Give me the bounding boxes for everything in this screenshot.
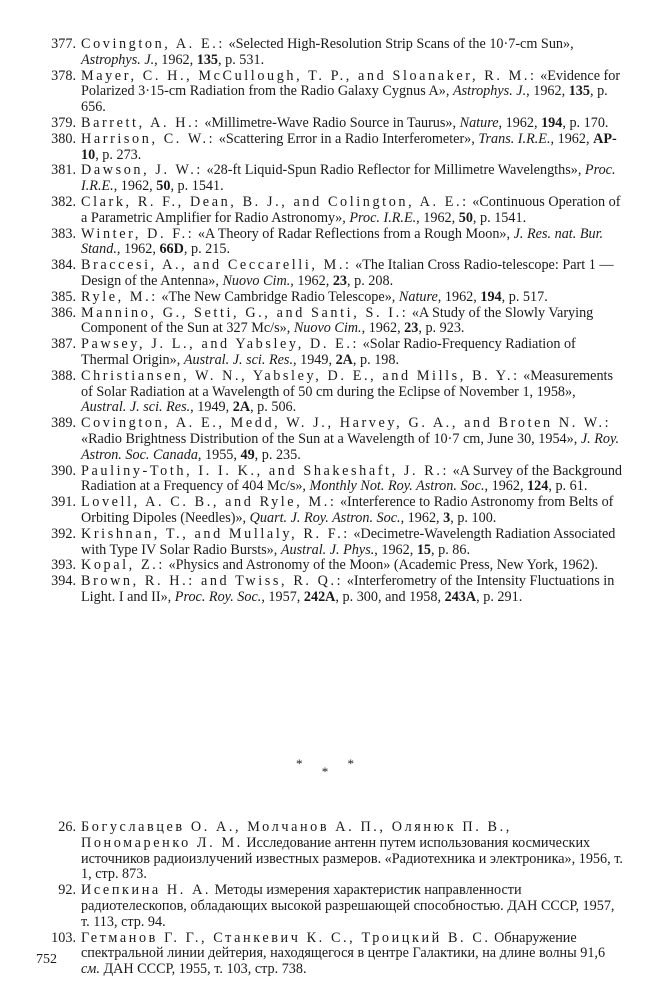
reference-title: «Selected High-Resolution Strip Scans of the 10·7-cm Sun», [224, 36, 574, 52]
reference-number: 385. [51, 288, 76, 305]
reference-journal: Astrophys. J. [81, 51, 155, 68]
reference-pages: , p. 273. [95, 146, 142, 163]
reference-pages: , p. 656. [81, 83, 608, 116]
reference-journal: Nuovo Cim. [293, 320, 362, 337]
reference-authors: Pawsey, J. L., and Yabsley, D. E.: [81, 336, 360, 353]
reference-pages: , p. 208. [347, 272, 394, 289]
reference-volume: 49 [240, 446, 255, 463]
reference-title: «Continuous Operation of a Parametric Amplifier for Radio Astronomy», [81, 193, 621, 226]
reference-entry [20, 558, 624, 574]
reference-title: «A Theory of Radar Reflections from a Rough Moon», [194, 225, 514, 242]
reference-title: «The Italian Cross Radio-telescope: Part 1 — Design of the Antenna», [81, 257, 614, 289]
reference-year: , 1962, [550, 130, 594, 147]
reference-entry [20, 464, 624, 496]
reference-authors: Winter, D. F.: [81, 225, 195, 242]
reference-title: «A Study of the Slowly Varying Component of the Sun at 327 Mc/s», [81, 304, 594, 337]
reference-year: , 1962, [437, 288, 481, 305]
reference-journal: J. Res. nat. Bur. Stand. [81, 225, 604, 258]
reference-entry [20, 290, 624, 306]
reference-volume: 135 [196, 51, 219, 68]
reference-authors: Christiansen, W. N., Yabsley, D. E., and Mills, B. Y.: [81, 367, 520, 384]
reference-journal: Trans. I.R.E. [478, 130, 551, 147]
reference-year: , 1962, [374, 541, 417, 558]
reference-volume: 243A [444, 588, 477, 605]
reference-volume: 194 [541, 114, 563, 131]
reference-number: 384. [51, 257, 76, 274]
reference-volume: 3 [443, 509, 451, 526]
reference-volume: 2A [335, 351, 353, 368]
reference-journal: Astrophys. J. [452, 83, 527, 100]
reference-entry [20, 337, 624, 369]
reference-number: 388. [51, 367, 76, 384]
reference-title: Методы измерения характеристик направленности радиотелескопов, обладающих высокой разрешающей способностью. ДАН СССР, 1957, т. 113, стр. 94. [81, 882, 615, 930]
reference-volume: 23 [332, 272, 347, 289]
reference-year: , 1957, [261, 588, 304, 605]
russian-reference-entry [20, 883, 624, 930]
reference-entry [20, 116, 624, 132]
reference-journal: Proc. I.R.E. [349, 209, 417, 226]
reference-authors: Богуславцев О. А., Молчанов А. П., Олянюк П. В., Пономаренко Л. М. [81, 819, 512, 851]
reference-volume: 135 [568, 83, 590, 100]
reference-title: «Scattering Error in a Radio Interferometer», [215, 130, 479, 147]
reference-authors: Krishnan, T., and Mullaly, R. F.: [81, 525, 350, 542]
reference-title: «Interference to Radio Astronomy from Belts of Orbiting Dipoles (Needles)», [81, 494, 614, 526]
reference-title: Обнаружение спектральной линии дейтерия, находящегося в центре Галактики, на длине волны 91,6 [81, 929, 606, 962]
reference-number: 387. [51, 336, 76, 353]
reference-authors: Dawson, J. W.: [81, 162, 203, 179]
reference-number: 393. [51, 557, 76, 574]
reference-pages: , p. 235. [254, 446, 301, 463]
reference-title: Исследование антенн путем использования космических источников радиоизлучений известных размеров. «Радиотехника и электроника», 1956, т. 1, стр. 873. [81, 834, 623, 883]
reference-journal: Proc. Roy. Soc. [174, 588, 262, 605]
reference-number: 394. [51, 573, 76, 590]
reference-authors: Brown, R. H.: and Twiss, R. Q.: [81, 573, 344, 590]
reference-volume: 2A [232, 399, 251, 416]
reference-volume: 50 [156, 178, 171, 195]
reference-entry [20, 195, 624, 227]
reference-entry [20, 495, 624, 527]
reference-pages: , p. 923. [418, 320, 465, 337]
reference-pages: , p. 100. [450, 509, 497, 526]
reference-journal: Nature [398, 288, 438, 305]
reference-title: «A Survey of the Background Radiation at a Frequency of 404 Mc/s», [81, 462, 623, 495]
reference-title: «Radio Brightness Distribution of the Sun at a Wavelength of 10·7 cm, June 30, 1954», [81, 430, 581, 447]
reference-authors: Mannino, G., Setti, G., and Santi, S. I.: [81, 304, 409, 321]
reference-number: 379. [51, 114, 76, 131]
reference-number: 386. [51, 304, 76, 321]
reference-pages: , p. 86. [431, 541, 471, 558]
reference-pages: , p. 300, and 1958, [335, 588, 445, 605]
reference-journal: Austral. J. Phys. [280, 541, 375, 558]
reference-entry [20, 416, 624, 463]
reference-pages: , p. 291. [476, 588, 523, 605]
reference-entry [20, 306, 624, 338]
reference-source: ДАН СССР, 1955, т. 103, стр. 738. [99, 961, 307, 978]
reference-year: , 1962, [116, 241, 160, 258]
russian-reference-entry [20, 931, 624, 978]
reference-title: «Solar Radio-Frequency Radiation of Thermal Origin», [81, 336, 576, 368]
section-separator [0, 756, 650, 779]
reference-entry [20, 163, 624, 195]
reference-title: «Interferometry of the Intensity Fluctuations in Light. I and II», [81, 573, 615, 605]
reference-authors: Lovell, A. C. B., and Ryle, M.: [81, 494, 337, 511]
reference-volume: 15 [416, 541, 432, 558]
reference-number: 377. [51, 36, 76, 52]
reference-journal: Austral. J. sci. Res. [183, 351, 293, 368]
reference-authors: Harrison, C. W.: [81, 130, 216, 147]
reference-title: «Millimetre-Wave Radio Source in Taurus», [200, 114, 460, 131]
reference-pages: , p. 170. [562, 114, 609, 131]
reference-title: «Measurements of Solar Radiation at a Wavelength of 50 cm during the Eclipse of November 1, 1958», [81, 367, 614, 400]
reference-entry [20, 37, 624, 69]
reference-volume: 66D [159, 241, 184, 258]
reference-journal: Monthly Not. Roy. Astron. Soc. [309, 478, 485, 495]
reference-authors: Mayer, C. H., McCullough, T. P., and Sloanaker, R. M.: [81, 67, 537, 84]
reference-year: , 1955, [197, 446, 241, 463]
reference-volume: 124 [527, 478, 549, 495]
reference-number: 383. [51, 225, 76, 242]
reference-year: , 1962, [484, 478, 528, 495]
page-number: 752 [36, 952, 57, 967]
reference-pages: , p. 531. [218, 51, 265, 68]
reference-entry [20, 527, 624, 559]
reference-volume: 23 [404, 320, 419, 337]
reference-authors: Covington, A. E.: [81, 36, 225, 52]
reference-journal: Proc. I.R.E. [81, 162, 616, 195]
reference-title: «The New Cambridge Radio Telescope», [157, 288, 399, 305]
reference-authors: Исепкина Н. А. [81, 882, 212, 899]
reference-entry [20, 574, 624, 606]
reference-year: , 1962, [416, 209, 459, 226]
reference-year: , 1962, [400, 509, 444, 526]
reference-number: 389. [51, 415, 76, 432]
reference-number: 392. [51, 525, 76, 542]
reference-volume: 194 [480, 288, 502, 305]
reference-number: 92. [58, 882, 76, 899]
reference-entry [20, 227, 624, 259]
reference-entry [20, 132, 624, 164]
english-reference-list [20, 37, 624, 606]
reference-entry [20, 69, 624, 116]
reference-title: «Physics and Astronomy of the Moon» (Academic Press, New York, 1962). [164, 557, 598, 574]
reference-authors: Ryle, M.: [81, 288, 158, 305]
reference-year: , 1962, [361, 320, 405, 337]
reference-pages: , p. 506. [250, 399, 297, 416]
reference-title: «28-ft Liquid-Spun Radio Reflector for Millimetre Wavelengths», [202, 162, 585, 179]
reference-number: 390. [51, 462, 76, 479]
reference-year: , 1962, [526, 83, 569, 100]
reference-pages: , p. 215. [183, 241, 230, 258]
reference-journal: Nature [459, 114, 499, 131]
reference-authors: Barrett, A. H.: [81, 114, 201, 131]
reference-pages: , p. 61. [548, 478, 588, 495]
reference-authors: Kopal, Z.: [81, 557, 165, 574]
reference-year: , 1962, [113, 178, 157, 195]
reference-entry [20, 258, 624, 290]
reference-authors: Braccesi, A., and Ceccarelli, M.: [81, 257, 352, 274]
reference-number: 380. [51, 130, 76, 147]
russian-reference-entry [20, 820, 624, 883]
reference-year: , 1962, [498, 114, 542, 131]
reference-authors: Гетманов Г. Г., Станкевич К. С., Троицкий В. С. [81, 929, 491, 946]
reference-pages: , p. 1541. [472, 209, 527, 226]
reference-entry [20, 369, 624, 416]
reference-year: , 1949, [293, 351, 336, 368]
reference-journal: J. Roy. Astron. Soc. Canada [81, 430, 620, 463]
reference-authors: Pauliny-Toth, I. I. K., and Shakeshaft, J. R.: [81, 462, 450, 479]
reference-number: 103. [51, 929, 76, 946]
reference-volume: AP-10 [81, 130, 617, 163]
russian-reference-list [20, 820, 624, 978]
reference-authors: Clark, R. F., Dean, B. J., and Colington, A. E.: [81, 193, 469, 210]
reference-year: , 1962, [290, 272, 333, 289]
reference-journal: Austral. J. sci. Res. [81, 399, 191, 416]
reference-number: 391. [51, 494, 76, 511]
reference-year: , 1949, [190, 399, 233, 416]
reference-pages: , p. 198. [352, 351, 400, 368]
reference-number: 382. [51, 193, 76, 210]
reference-journal: Quart. J. Roy. Astron. Soc. [249, 509, 401, 526]
reference-volume: 242A [303, 588, 336, 605]
separator-star: * [347, 756, 354, 771]
reference-number: 26. [58, 819, 76, 835]
reference-unit: см. [81, 961, 100, 978]
reference-pages: , p. 1541. [170, 178, 224, 195]
reference-title: «Decimetre-Wavelength Radiation Associated with Type IV Solar Radio Bursts», [81, 525, 616, 558]
reference-volume: 50 [458, 209, 473, 226]
reference-number: 381. [51, 162, 76, 179]
reference-authors: Covington, A. E., Medd, W. J., Harvey, G. A., and Broten N. W.: [81, 415, 612, 432]
reference-journal: Nuovo Cim. [222, 272, 291, 289]
reference-year: , 1962, [154, 51, 197, 68]
separator-star: * [296, 756, 303, 771]
reference-pages: , p. 517. [501, 288, 548, 305]
separator-star: * [321, 764, 329, 779]
reference-number: 378. [51, 67, 76, 84]
reference-title: «Evidence for Polarized 3·15-cm Radiation from the Radio Galaxy Cygnus A», [81, 67, 621, 100]
